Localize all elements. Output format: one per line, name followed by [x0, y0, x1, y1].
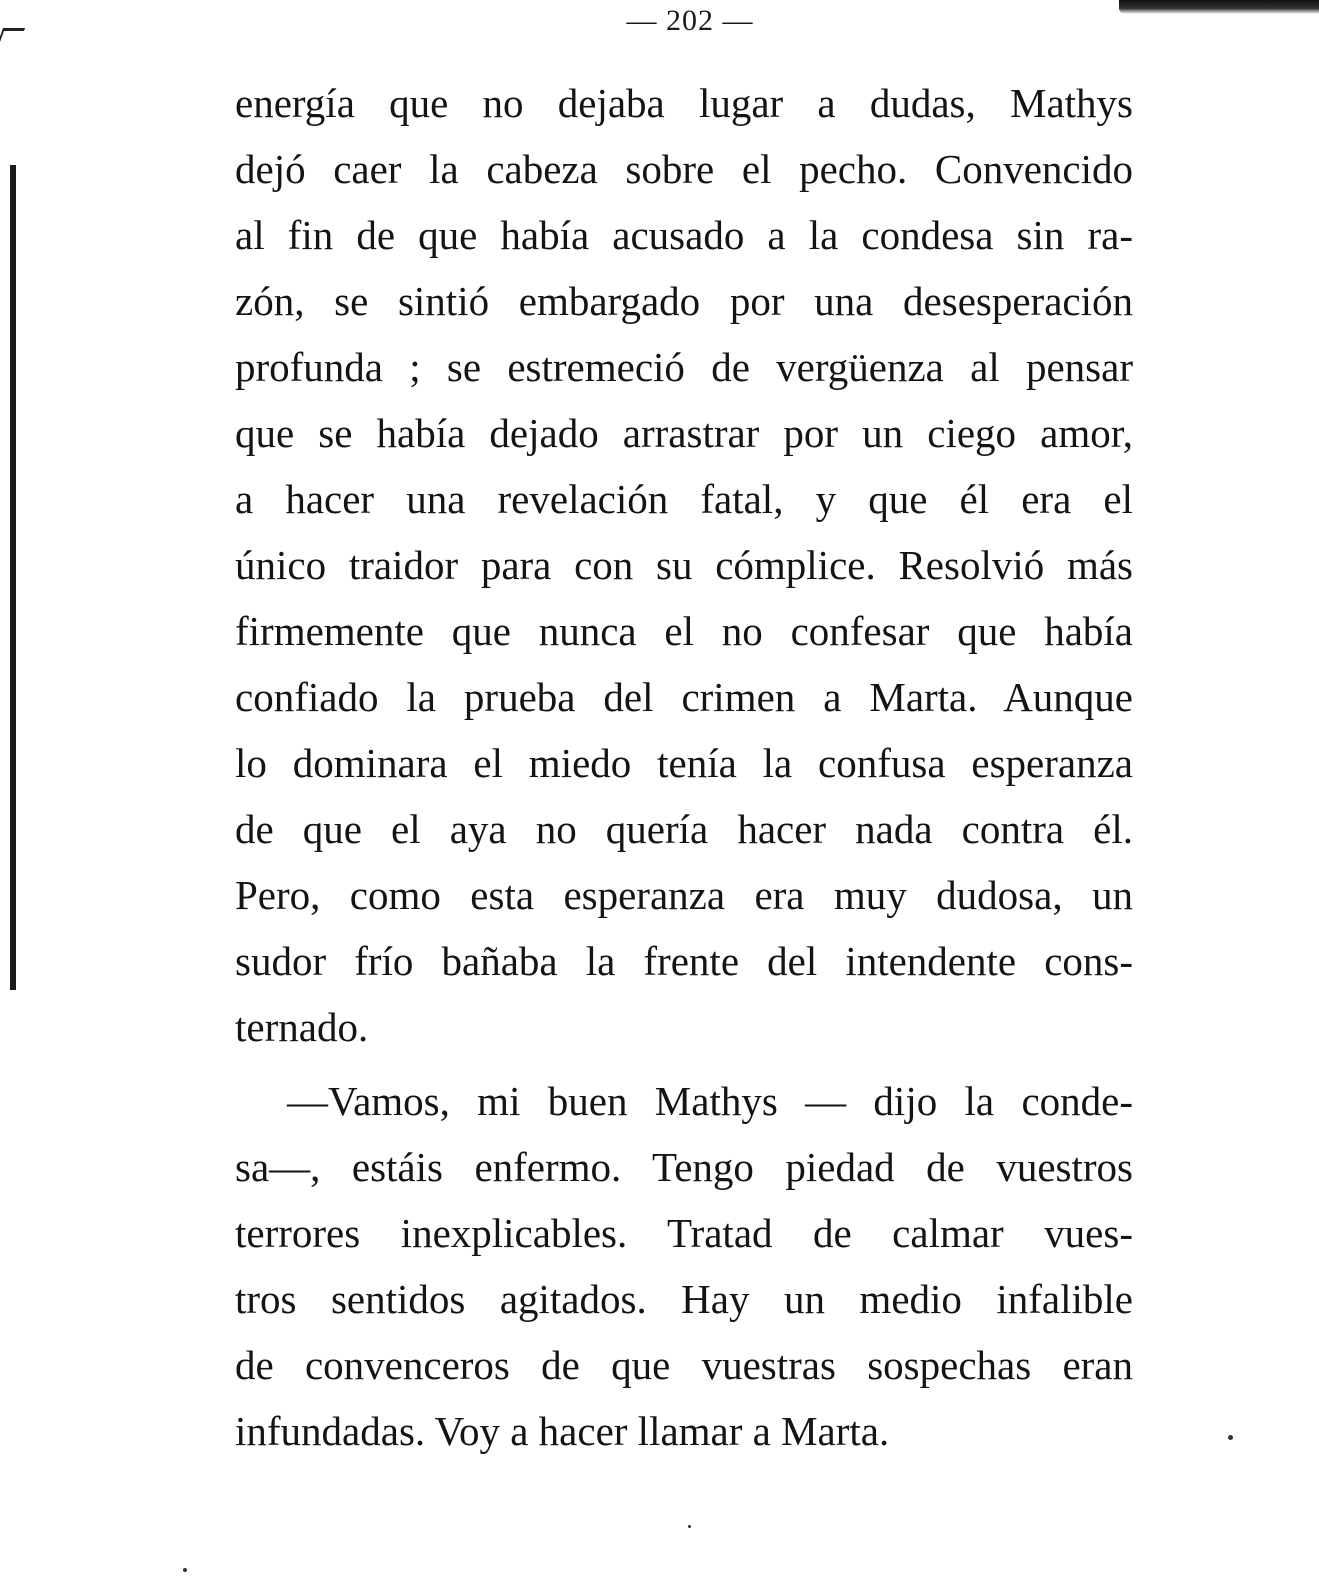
text-line: —Vamos, mi buen Mathys — dijo la conde-: [287, 1078, 1133, 1124]
ink-speck: [1228, 1435, 1233, 1440]
text-line: ternado.: [235, 1004, 369, 1050]
scan-corner-mark: [0, 28, 25, 45]
page-number: — 202 —: [626, 4, 754, 37]
text-line: zón, se sintió embargado por una desesperación: [235, 278, 1133, 324]
ink-speck: [183, 1568, 187, 1572]
text-line: firmemente que nunca el no confesar que había: [235, 608, 1133, 654]
text-line: que se había dejado arrastrar por un ciego amor,: [235, 410, 1133, 456]
text-line: energía que no dejaba lugar a dudas, Mathys: [235, 80, 1133, 126]
text-line: sa—, estáis enfermo. Tengo piedad de vuestros: [235, 1144, 1133, 1190]
binding-shadow: [10, 165, 16, 990]
ink-speck: [688, 1525, 691, 1528]
text-line: único traidor para con su cómplice. Resolvió más: [235, 542, 1133, 588]
text-line: profunda ; se estremeció de vergüenza al pensar: [235, 344, 1133, 390]
text-line: a hacer una revelación fatal, y que él era el: [235, 476, 1133, 522]
text-line: tros sentidos agitados. Hay un medio infalible: [235, 1276, 1133, 1322]
paragraph: [235, 70, 1133, 1060]
scan-edge-mark: [1119, 0, 1319, 14]
text-line: infundadas. Voy a hacer llamar a Marta.: [235, 1408, 890, 1454]
text-line: sudor frío bañaba la frente del intendente cons-: [235, 938, 1133, 984]
text-line: de convenceros de que vuestras sospechas eran: [235, 1342, 1133, 1388]
text-line: dejó caer la cabeza sobre el pecho. Convencido: [235, 146, 1133, 192]
paragraph: [235, 1068, 1133, 1464]
body-text: [235, 70, 1133, 1464]
text-line: al fin de que había acusado a la condesa sin ra-: [235, 212, 1133, 258]
text-line: confiado la prueba del crimen a Marta. Aunque: [235, 674, 1133, 720]
paragraph-gap: [235, 1060, 1133, 1068]
text-line: de que el aya no quería hacer nada contra él.: [235, 806, 1133, 852]
text-line: terrores inexplicables. Tratad de calmar vues-: [235, 1210, 1133, 1256]
text-line: Pero, como esta esperanza era muy dudosa, un: [235, 872, 1133, 918]
text-line: lo dominara el miedo tenía la confusa esperanza: [235, 740, 1133, 786]
